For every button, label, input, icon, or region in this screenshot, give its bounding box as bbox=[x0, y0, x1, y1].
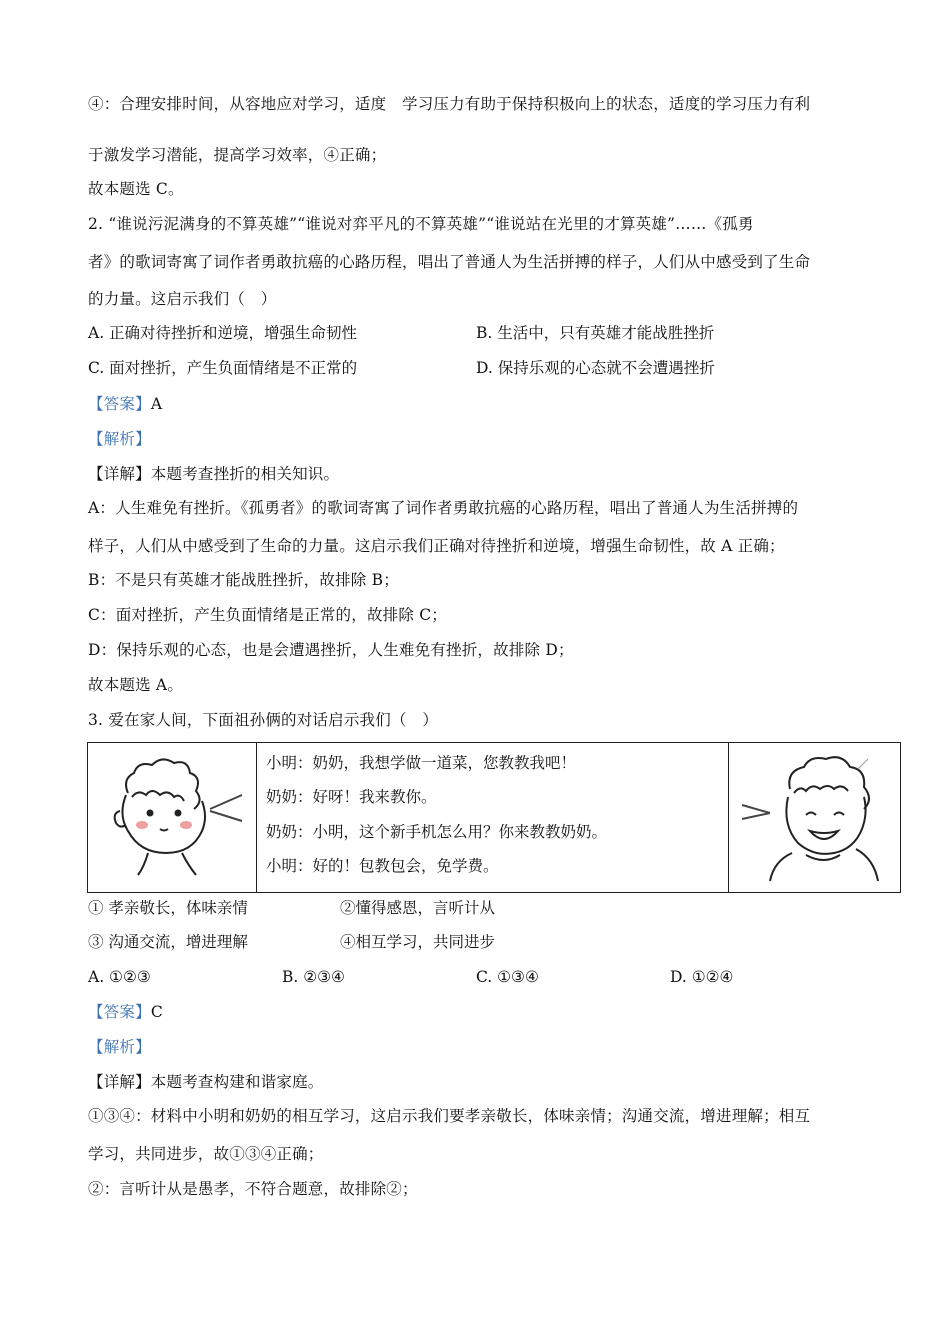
dialogue-line: 奶奶：小明，这个新手机怎么用？你来教教奶奶。 bbox=[266, 823, 608, 841]
q2-option-d: D. 保持乐观的心态就不会遭遇挫折 bbox=[476, 359, 715, 377]
q2-option-b: B. 生活中，只有英雄才能战胜挫折 bbox=[476, 324, 715, 342]
answer-value: A bbox=[150, 395, 163, 413]
q3-option-a: A. ①②③ bbox=[88, 968, 151, 986]
answer-tag: 【答案】 bbox=[88, 395, 151, 413]
analysis-tag: 【解析】 bbox=[88, 1038, 151, 1056]
answer-line bbox=[88, 393, 162, 415]
question-3-stem: 3. 爱在家人间，下面祖孙俩的对话启示我们（ ） bbox=[88, 711, 439, 729]
text-line: 故本题选 C。 bbox=[88, 180, 184, 198]
explanation-line: A：人生难免有挫折。《孤勇者》的歌词寄寓了词作者勇敢抗癌的心路历程，唱出了普通人为生活拼搏的 bbox=[88, 499, 799, 517]
dialogue-line: 小明：好的！包教包会，免学费。 bbox=[266, 857, 499, 875]
q3-statement-4: ④相互学习，共同进步 bbox=[340, 933, 496, 951]
detail-line: 【详解】本题考查构建和谐家庭。 bbox=[88, 1073, 324, 1091]
explanation-line: 故本题选 A。 bbox=[88, 676, 184, 694]
q3-statement-3: ③ 沟通交流，增进理解 bbox=[88, 933, 248, 951]
detail-line: 【详解】本题考查挫折的相关知识。 bbox=[88, 465, 340, 483]
answer-line bbox=[88, 1001, 163, 1023]
dialogue-line: 小明：奶奶，我想学做一道菜，您教教我吧！ bbox=[266, 754, 577, 772]
q3-option-d: D. ①②④ bbox=[670, 968, 734, 986]
boy-illustration bbox=[98, 753, 248, 883]
explanation-line: ①③④：材料中小明和奶奶的相互学习，这启示我们要孝亲敬长，体味亲情；沟通交流，增进理解；相互 bbox=[88, 1107, 811, 1125]
grandma-illustration bbox=[734, 749, 894, 887]
answer-value: C bbox=[150, 1003, 163, 1021]
q3-statement-2: ②懂得感恩，言听计从 bbox=[340, 899, 496, 917]
answer-tag: 【答案】 bbox=[88, 1003, 151, 1021]
explanation-line: 样子，人们从中感受到了生命的力量。这启示我们正确对待挫折和逆境，增强生命韧性，故 A 正确； bbox=[88, 537, 785, 555]
explanation-line: D：保持乐观的心态，也是会遭遇挫折，人生难免有挫折，故排除 D； bbox=[88, 641, 574, 659]
table-divider bbox=[256, 743, 257, 892]
analysis-tag: 【解析】 bbox=[88, 430, 151, 448]
text-line: ④：合理安排时间，从容地应对学习，适度 学习压力有助于保持积极向上的状态，适度的学习压力有利 bbox=[88, 95, 811, 113]
text-line: 于激发学习潜能，提高学习效率，④正确； bbox=[88, 146, 387, 164]
explanation-line: B：不是只有英雄才能战胜挫折，故排除 B； bbox=[88, 571, 399, 589]
question-2-stem: 2. “谁说污泥满身的不算英雄”“谁说对弈平凡的不算英雄”“谁说站在光里的才算英雄”……《孤勇 bbox=[88, 215, 754, 233]
table-divider bbox=[728, 743, 729, 892]
question-2-stem: 者》的歌词寄寓了词作者勇敢抗癌的心路历程，唱出了普通人为生活拼搏的样子，人们从中感受到了生命 bbox=[88, 253, 811, 271]
q3-option-c: C. ①③④ bbox=[476, 968, 539, 986]
explanation-line: C：面对挫折，产生负面情绪是正常的，故排除 C； bbox=[88, 606, 447, 624]
dialogue-line: 奶奶：好呀！我来教你。 bbox=[266, 788, 437, 806]
q2-option-c: C. 面对挫折，产生负面情绪是不正常的 bbox=[88, 359, 358, 377]
q3-option-b: B. ②③④ bbox=[282, 968, 345, 986]
q3-statement-1: ① 孝亲敬长，体味亲情 bbox=[88, 899, 248, 917]
q2-option-a: A. 正确对待挫折和逆境，增强生命韧性 bbox=[88, 324, 358, 342]
question-2-stem: 的力量。这启示我们（ ） bbox=[88, 290, 277, 308]
explanation-line: ②：言听计从是愚孝，不符合题意，故排除②； bbox=[88, 1180, 418, 1198]
explanation-line: 学习，共同进步，故①③④正确； bbox=[88, 1145, 324, 1163]
